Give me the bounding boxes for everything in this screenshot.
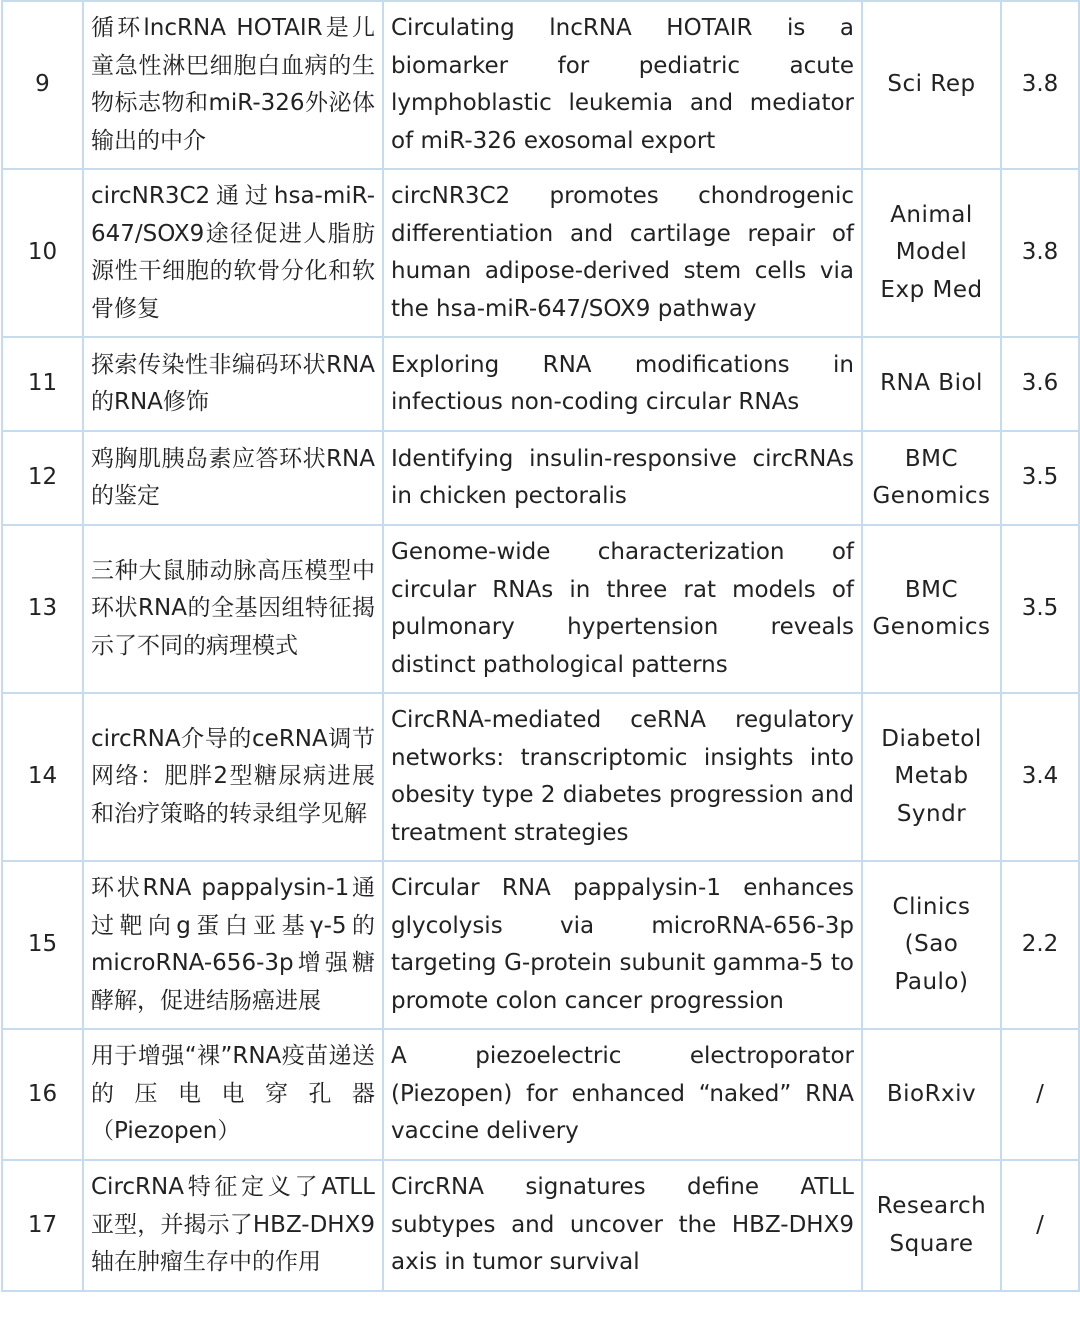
title-english: A piezoelectric electroporator (Piezopen) for enhanced “naked” RNA vaccine delivery bbox=[383, 1029, 862, 1160]
row-index: 9 bbox=[2, 1, 83, 169]
journal-name: Research Square bbox=[862, 1160, 1001, 1291]
impact-factor: / bbox=[1001, 1029, 1079, 1160]
title-chinese: 用于增强“裸”RNA疫苗递送的压电电穿孔器（Piezopen） bbox=[83, 1029, 383, 1160]
title-english: CircRNA signatures define ATLL subtypes and uncover the HBZ-DHX9 axis in tumor survival bbox=[383, 1160, 862, 1291]
title-english: Identifying insulin-responsive circRNAs in chicken pectoralis bbox=[383, 431, 862, 525]
impact-factor: 3.5 bbox=[1001, 525, 1079, 693]
row-index: 11 bbox=[2, 337, 83, 431]
row-index: 17 bbox=[2, 1160, 83, 1291]
table-row bbox=[2, 693, 1079, 861]
title-chinese: 探索传染性非编码环状RNA的RNA修饰 bbox=[83, 337, 383, 431]
publications-table bbox=[1, 0, 1080, 1292]
journal-name: Animal Model Exp Med bbox=[862, 169, 1001, 337]
journal-name: BMC Genomics bbox=[862, 525, 1001, 693]
title-chinese: CircRNA特征定义了ATLL亚型，并揭示了HBZ-DHX9轴在肿瘤生存中的作用 bbox=[83, 1160, 383, 1291]
table-row bbox=[2, 169, 1079, 337]
row-index: 13 bbox=[2, 525, 83, 693]
title-english: CircRNA-mediated ceRNA regulatory networks: transcriptomic insights into obesity type 2 diabetes progression and treatment strategies bbox=[383, 693, 862, 861]
table-row bbox=[2, 1160, 1079, 1291]
table-row bbox=[2, 431, 1079, 525]
table-row bbox=[2, 1029, 1079, 1160]
impact-factor: 3.5 bbox=[1001, 431, 1079, 525]
title-english: Circular RNA pappalysin-1 enhances glycolysis via microRNA-656-3p targeting G-protein subunit gamma-5 to promote colon cancer progression bbox=[383, 861, 862, 1029]
title-chinese: circRNA介导的ceRNA调节网络：肥胖2型糖尿病进展和治疗策略的转录组学见解 bbox=[83, 693, 383, 861]
journal-name: Sci Rep bbox=[862, 1, 1001, 169]
title-english: Exploring RNA modifications in infectious non-coding circular RNAs bbox=[383, 337, 862, 431]
title-chinese: 鸡胸肌胰岛素应答环状RNA的鉴定 bbox=[83, 431, 383, 525]
impact-factor: 3.8 bbox=[1001, 169, 1079, 337]
table-row bbox=[2, 861, 1079, 1029]
journal-name: BioRxiv bbox=[862, 1029, 1001, 1160]
title-english: Genome-wide characterization of circular RNAs in three rat models of pulmonary hypertension reveals distinct pathological patterns bbox=[383, 525, 862, 693]
impact-factor: 2.2 bbox=[1001, 861, 1079, 1029]
row-index: 10 bbox=[2, 169, 83, 337]
title-chinese: 循环lncRNA HOTAIR是儿童急性淋巴细胞白血病的生物标志物和miR-326外泌体输出的中介 bbox=[83, 1, 383, 169]
row-index: 14 bbox=[2, 693, 83, 861]
title-english: Circulating lncRNA HOTAIR is a biomarker for pediatric acute lymphoblastic leukemia and mediator of miR-326 exosomal export bbox=[383, 1, 862, 169]
table-row bbox=[2, 525, 1079, 693]
journal-name: Clinics (Sao Paulo) bbox=[862, 861, 1001, 1029]
title-chinese: 三种大鼠肺动脉高压模型中环状RNA的全基因组特征揭示了不同的病理模式 bbox=[83, 525, 383, 693]
title-chinese: 环状RNA pappalysin-1通过靶向g蛋白亚基γ-5的microRNA-656-3p增强糖酵解，促进结肠癌进展 bbox=[83, 861, 383, 1029]
title-english: circNR3C2 promotes chondrogenic differentiation and cartilage repair of human adipose-derived stem cells via the hsa-miR-647/SOX9 pathway bbox=[383, 169, 862, 337]
impact-factor: 3.8 bbox=[1001, 1, 1079, 169]
journal-name: RNA Biol bbox=[862, 337, 1001, 431]
row-index: 12 bbox=[2, 431, 83, 525]
table-row bbox=[2, 337, 1079, 431]
row-index: 15 bbox=[2, 861, 83, 1029]
title-chinese: circNR3C2通过hsa-miR-647/SOX9途径促进人脂肪源性干细胞的软骨分化和软骨修复 bbox=[83, 169, 383, 337]
impact-factor: 3.6 bbox=[1001, 337, 1079, 431]
impact-factor: 3.4 bbox=[1001, 693, 1079, 861]
journal-name: BMC Genomics bbox=[862, 431, 1001, 525]
table-row bbox=[2, 1, 1079, 169]
impact-factor: / bbox=[1001, 1160, 1079, 1291]
journal-name: Diabetol Metab Syndr bbox=[862, 693, 1001, 861]
row-index: 16 bbox=[2, 1029, 83, 1160]
